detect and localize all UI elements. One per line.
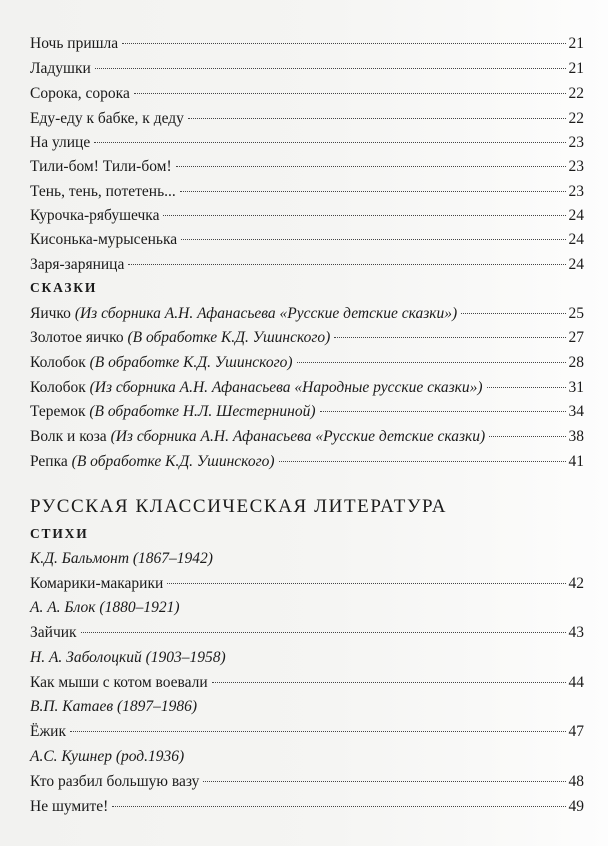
subsection-heading: СТИХИ (30, 526, 89, 541)
entry-page: 24 (568, 231, 584, 248)
entry-title: Колобок (Из сборника А.Н. Афанасьева «Народные русские сказки») (30, 379, 483, 396)
author-name: К.Д. Бальмонт (1867–1942) (30, 550, 213, 567)
entry-title: Ладушки (30, 60, 91, 77)
entry-title: Курочка-рябушечка (30, 207, 160, 224)
entry-title: Теремок (В обработке Н.Л. Шестерниной) (30, 403, 316, 420)
subsection-heading: СКАЗКИ (30, 280, 98, 295)
entry-title: Не шумите! (30, 798, 109, 815)
entry-note: (В обработке Н.Л. Шестерниной) (89, 403, 316, 420)
entry-title: Заря-заряница (30, 256, 125, 273)
dot-leader (95, 68, 566, 69)
entry-page: 38 (568, 428, 584, 445)
entry-note: (Из сборника А.Н. Афанасьева «Народные русские сказки») (89, 379, 483, 396)
dot-leader (81, 632, 566, 633)
dot-leader (70, 731, 565, 732)
entry-note: (В обработке К.Д. Ушинского) (89, 354, 293, 371)
entry-page: 21 (568, 35, 584, 52)
toc-entry[interactable] (30, 326, 584, 350)
dot-leader (461, 313, 565, 314)
toc-entry[interactable] (30, 450, 584, 474)
toc-entry[interactable] (30, 253, 584, 277)
entry-page: 24 (568, 256, 584, 273)
entry-page: 47 (568, 723, 584, 740)
dot-leader (203, 781, 565, 782)
entry-title: Кто разбил большую вазу (30, 773, 200, 790)
toc-entry[interactable] (30, 770, 584, 794)
toc-entry[interactable] (30, 57, 584, 81)
toc-entry[interactable] (30, 155, 584, 179)
dot-leader (181, 239, 565, 240)
entry-page: 31 (568, 379, 584, 396)
entry-page: 24 (568, 207, 584, 224)
entry-title: Яичко (Из сборника А.Н. Афанасьева «Русские детские сказки») (30, 305, 458, 322)
dot-leader (297, 362, 566, 363)
dot-leader (128, 264, 565, 265)
dot-leader (134, 93, 566, 94)
entry-title: Колобок (В обработке К.Д. Ушинского) (30, 354, 293, 371)
toc-entry[interactable] (30, 82, 584, 106)
entry-title: Репка (В обработке К.Д. Ушинского) (30, 453, 275, 470)
dot-leader (167, 583, 565, 584)
dot-leader (176, 166, 566, 167)
dot-leader (163, 215, 565, 216)
entry-page: 25 (568, 305, 584, 322)
dot-leader (279, 461, 566, 462)
entry-title: Ночь пришла (30, 35, 119, 52)
entry-title: Как мыши с котом воевали (30, 674, 208, 691)
toc-entry[interactable] (30, 621, 584, 645)
toc-entry[interactable] (30, 204, 584, 228)
toc-entry[interactable] (30, 180, 584, 204)
entry-page: 48 (568, 773, 584, 790)
entry-title: Комарики-макарики (30, 575, 164, 592)
entry-page: 23 (568, 183, 584, 200)
entry-page: 49 (568, 798, 584, 815)
dot-leader (94, 142, 565, 143)
entry-title: Сорока, сорока (30, 85, 130, 102)
toc-entry[interactable] (30, 107, 584, 131)
entry-title: Волк и коза (Из сборника А.Н. Афанасьева «Русские детские сказки) (30, 428, 486, 445)
dot-leader (122, 43, 565, 44)
dot-leader (487, 387, 566, 388)
entry-note: (Из сборника А.Н. Афанасьева «Русские детские сказки») (74, 305, 458, 322)
section-title: РУССКАЯ КЛАССИЧЕСКАЯ ЛИТЕРАТУРА (30, 496, 448, 517)
toc-entry[interactable] (30, 228, 584, 252)
entry-page: 22 (568, 110, 584, 127)
entry-page: 21 (568, 60, 584, 77)
entry-title: Еду-еду к бабке, к деду (30, 110, 184, 127)
toc-entry[interactable] (30, 425, 584, 449)
entry-page: 43 (568, 624, 584, 641)
entry-note: (Из сборника А.Н. Афанасьева «Русские детские сказки) (110, 428, 486, 445)
dot-leader (489, 436, 565, 437)
entry-title: Тили-бом! Тили-бом! (30, 158, 172, 175)
toc-entry[interactable] (30, 572, 584, 596)
toc-entry[interactable] (30, 671, 584, 695)
entry-page: 28 (568, 354, 584, 371)
author-name: А. А. Блок (1880–1921) (30, 599, 180, 616)
entry-page: 44 (568, 674, 584, 691)
toc-entry[interactable] (30, 400, 584, 424)
toc-entry[interactable] (30, 795, 584, 819)
entry-page: 22 (568, 85, 584, 102)
toc-entry[interactable] (30, 351, 584, 375)
dot-leader (188, 118, 566, 119)
toc-entry[interactable] (30, 32, 584, 56)
entry-title: Тень, тень, потетень... (30, 183, 176, 200)
toc-entry[interactable] (30, 131, 584, 155)
author-name: А.С. Кушнер (род.1936) (30, 748, 185, 765)
entry-page: 27 (568, 329, 584, 346)
entry-title: Кисонька-мурысенька (30, 231, 178, 248)
author-name: Н. А. Заболоцкий (1903–1958) (30, 649, 226, 666)
entry-note: (В обработке К.Д. Ушинского) (127, 329, 331, 346)
entry-note: (В обработке К.Д. Ушинского) (71, 453, 275, 470)
entry-page: 42 (568, 575, 584, 592)
entry-page: 23 (568, 158, 584, 175)
dot-leader (320, 411, 566, 412)
toc-entry[interactable] (30, 720, 584, 744)
toc-entry[interactable] (30, 302, 584, 326)
author-name: В.П. Катаев (1897–1986) (30, 698, 198, 715)
entry-title: На улице (30, 134, 91, 151)
dot-leader (180, 191, 566, 192)
dot-leader (212, 682, 566, 683)
entry-title: Ёжик (30, 723, 67, 740)
entry-page: 34 (568, 403, 584, 420)
entry-title: Золотое яичко (В обработке К.Д. Ушинского) (30, 329, 331, 346)
dot-leader (334, 337, 565, 338)
dot-leader (112, 806, 565, 807)
entry-page: 41 (568, 453, 584, 470)
entry-page: 23 (568, 134, 584, 151)
entry-title: Зайчик (30, 624, 77, 641)
toc-entry[interactable] (30, 376, 584, 400)
